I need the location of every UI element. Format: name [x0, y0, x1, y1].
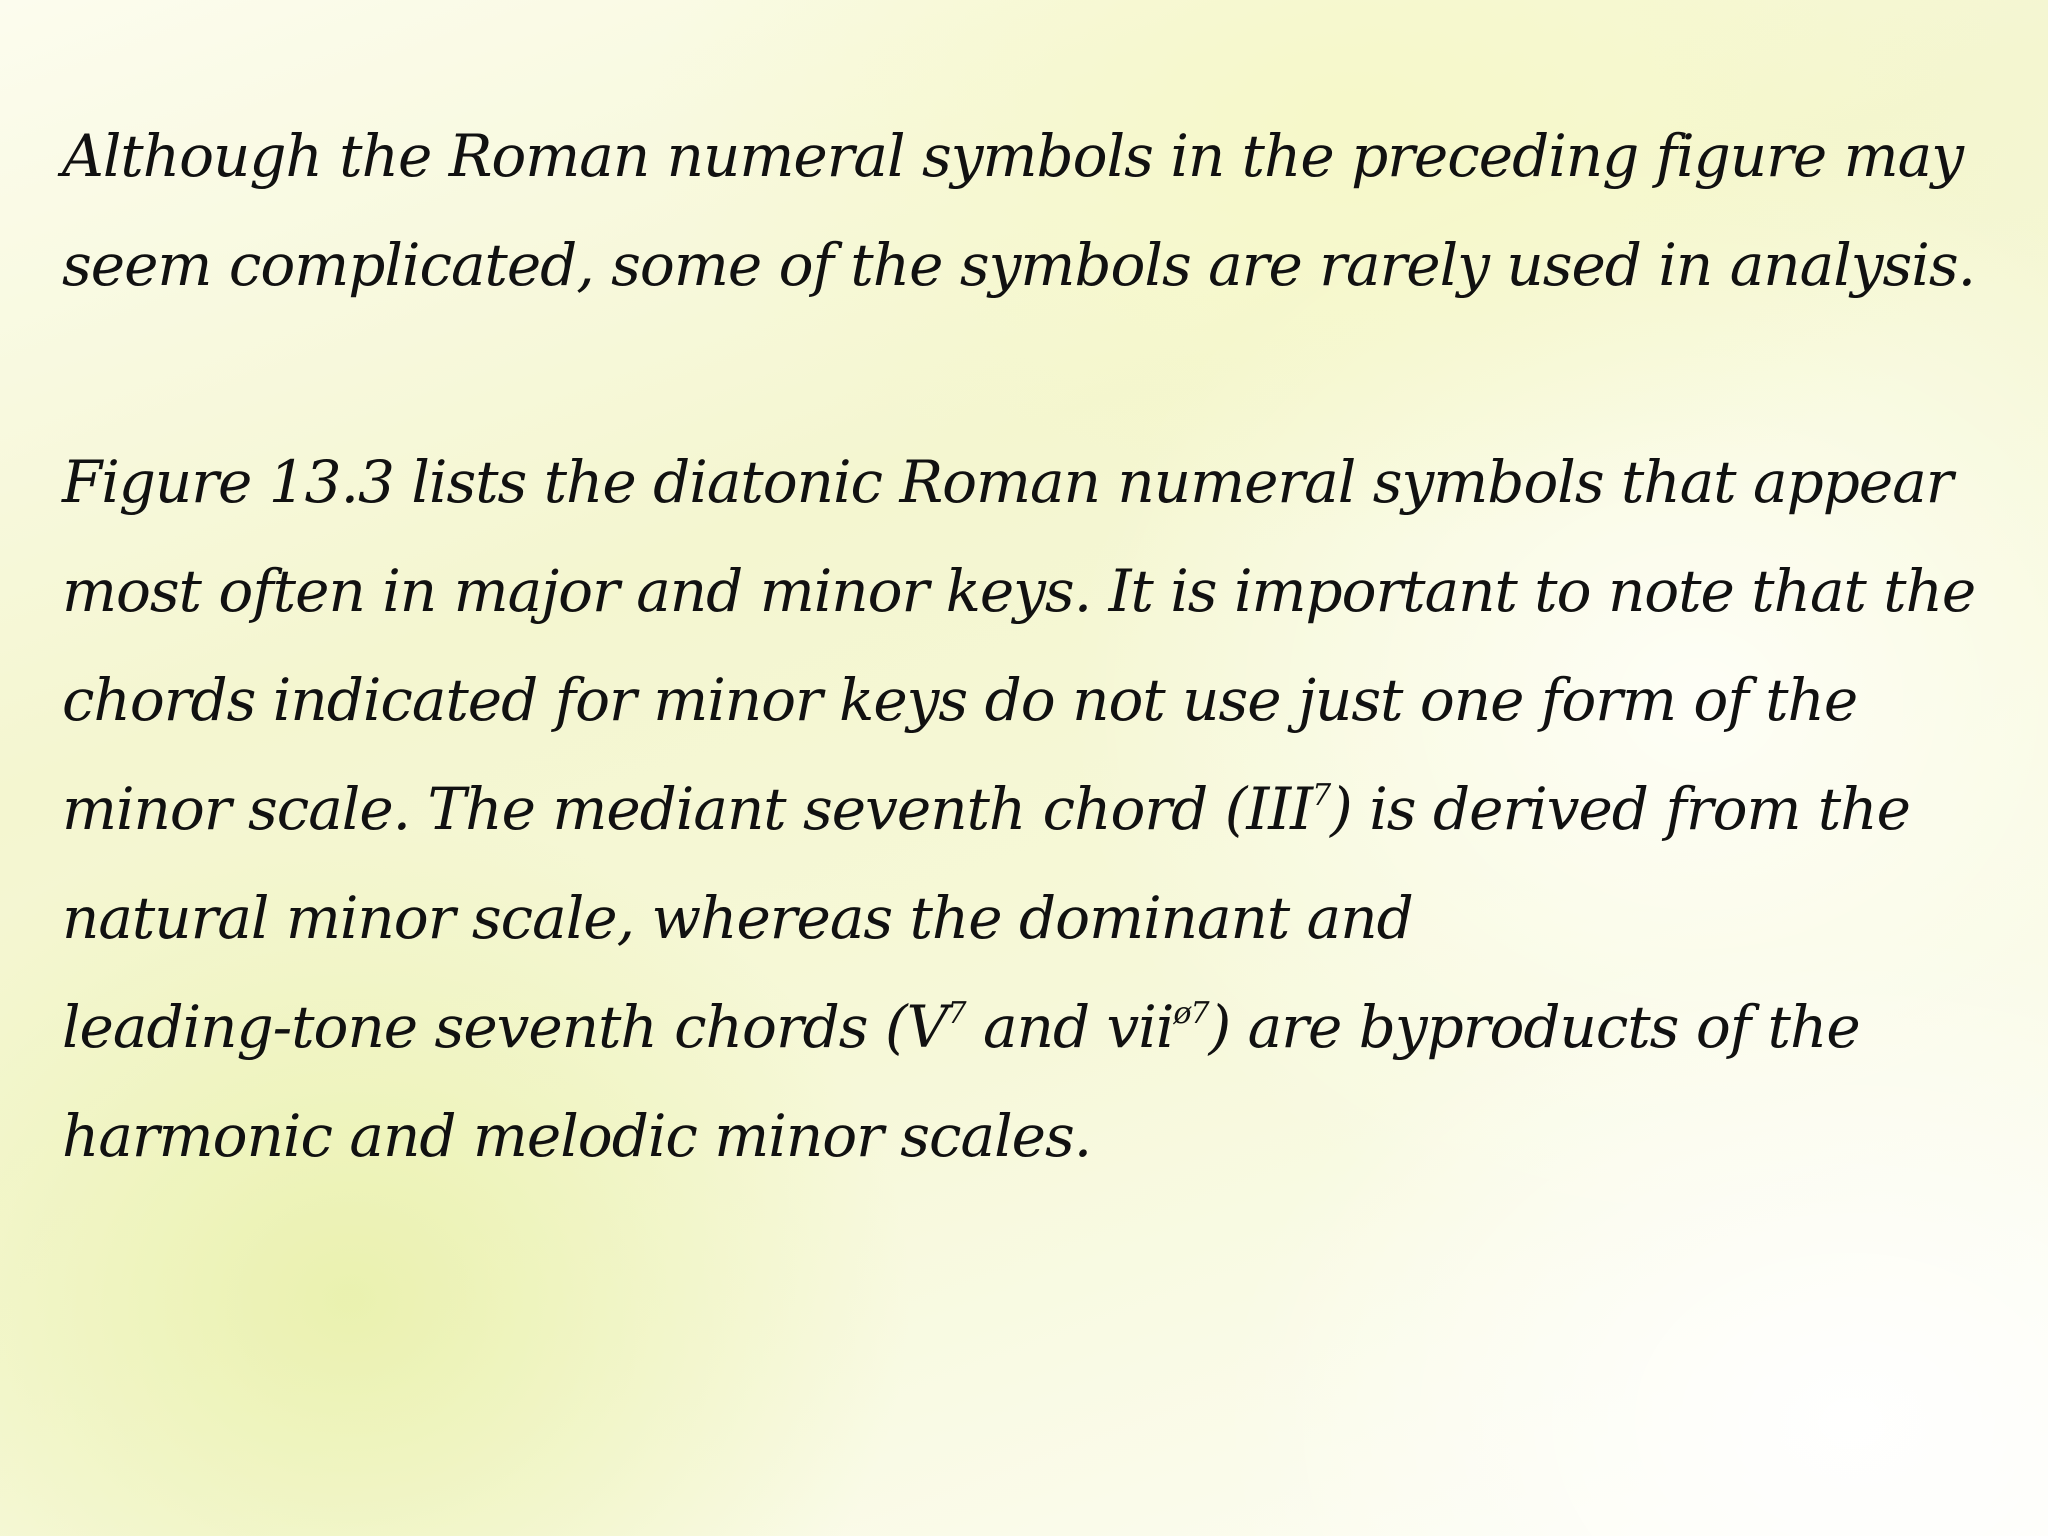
paragraph-intro-line-2: seem complicated, some of the symbols are rarely used in analysis.	[62, 231, 1976, 299]
mediant-seventh-superscript: 7	[1312, 778, 1331, 813]
line-4-text-before: minor scale. The mediant seventh chord (III	[62, 775, 1313, 843]
paragraph-intro	[62, 102, 1982, 320]
half-diminished-seventh-superscript: ø7	[1173, 996, 1209, 1031]
paragraph-explanation-line-6	[62, 973, 1982, 1082]
paragraph-explanation-line-4	[62, 755, 1982, 864]
paragraph-explanation-line-3: chords indicated for minor keys do not use just one form of the	[62, 666, 1858, 734]
line-6-text-middle: and vii	[965, 993, 1174, 1061]
line-6-text-before: leading-tone seventh chords (V	[62, 993, 948, 1061]
paragraph-explanation-line-7: harmonic and melodic minor scales.	[62, 1102, 1092, 1170]
paragraph-explanation-line-5: natural minor scale, whereas the dominant and	[62, 884, 1413, 952]
dominant-seventh-superscript: 7	[947, 996, 966, 1031]
paragraph-explanation-line-1: Figure 13.3 lists the diatonic Roman numeral symbols that appear	[62, 448, 1953, 516]
paragraph-intro-line-1: Although the Roman numeral symbols in the preceding figure may	[62, 122, 1963, 190]
line-6-text-after: ) are byproducts of the	[1208, 993, 1860, 1061]
line-4-text-after: ) is derived from the	[1330, 775, 1910, 843]
paragraph-explanation-line-2: most often in major and minor keys. It is important to note that the	[62, 557, 1976, 625]
paragraph-figure-explanation	[62, 428, 1982, 1191]
